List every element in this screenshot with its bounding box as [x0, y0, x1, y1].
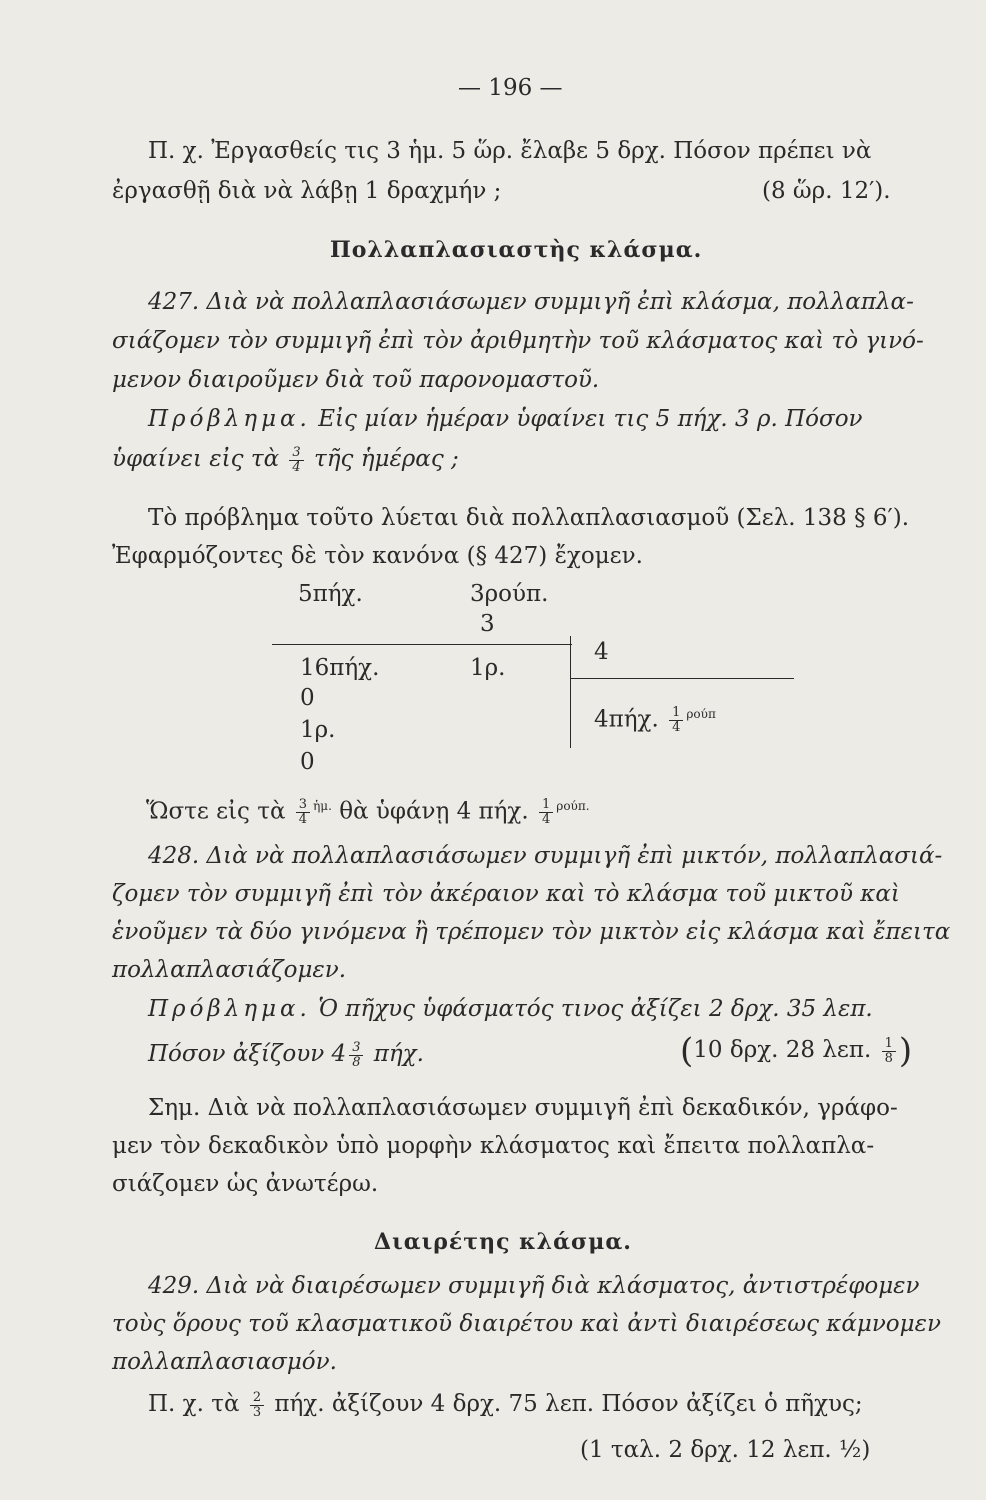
problem-text: τῆς ἡμέρας ;	[314, 446, 459, 472]
unit: ἡμ.	[313, 799, 332, 813]
calc-multiplicand-right: 3ρούπ.	[470, 581, 549, 607]
calc-multiplier: 3	[480, 611, 495, 637]
unit: ρούπ	[686, 707, 716, 721]
note-line: σιάζομεν ὡς ἀνωτέρω.	[112, 1171, 379, 1197]
problem-text: πήχ.	[373, 1041, 424, 1067]
paragraph-line: τοὺς ὅρους τοῦ κλασματικοῦ διαιρέτου καὶ ἀντὶ διαιρέσεως κάμνομεν	[112, 1311, 941, 1337]
paragraph-line: πολλαπλασιασμόν.	[112, 1349, 337, 1375]
problem-line	[112, 445, 459, 475]
paragraph-line: ἑνοῦμεν τὰ δύο γινόμενα ἢ τρέπομεν τὸν μικτὸν εἰς κλάσμα καὶ ἔπειτα	[112, 919, 951, 945]
calc-product-right: 1ρ.	[470, 655, 506, 681]
paragraph-line: πολλαπλασιάζομεν.	[112, 957, 347, 983]
example-line: Π. χ. Ἐργασθείς τις 3 ἡμ. 5 ὥρ. ἔλαβε 5 δρχ. Πόσον πρέπει νὰ	[148, 138, 872, 164]
calc-remainder: 1ρ.	[300, 717, 336, 743]
calc-remainder: 0	[300, 749, 315, 775]
example-answer: (8 ὥρ. 12′).	[762, 178, 891, 204]
problem-text: ὑφαίνει εἰς τὰ	[112, 446, 280, 472]
calc-division-bar	[570, 636, 571, 748]
fraction: $\frac{1}{8}$	[882, 1037, 896, 1066]
calc-divisor-rule	[570, 678, 794, 679]
calc-quotient	[594, 700, 716, 735]
problem-text: Ὁ πῆχυς ὑφάσματός τινος ἀξίζει 2 δρχ. 35 λεπ.	[318, 996, 873, 1022]
calc-product-left: 16πήχ.	[300, 655, 380, 681]
result-line	[146, 792, 590, 827]
problem-line	[148, 405, 863, 433]
result-text: θὰ ὑφάνῃ 4 πήχ.	[339, 798, 529, 825]
problem-line	[148, 1040, 424, 1070]
solution-line: Ἐφαρμόζοντες δὲ τὸν κανόνα (§ 427) ἔχομεν.	[112, 543, 643, 569]
answer-text: 10 δρχ. 28 λεπ.	[693, 1037, 872, 1063]
fraction: $\frac{3}{8}$	[349, 1041, 363, 1070]
fraction: $\frac{3}{4}$	[296, 798, 310, 827]
calc-multiplicand-left: 5πήχ.	[298, 581, 363, 607]
paragraph-line: σιάζομεν τὸν συμμιγῆ ἐπὶ τὸν ἀριθμητὴν τοῦ κλάσματος καὶ τὸ γινό-	[112, 328, 924, 354]
fraction: $\frac{3}{4}$	[289, 446, 303, 475]
unit: ρούπ.	[556, 799, 590, 813]
problem-answer: (10 δρχ. 28 λεπ. $\frac{1}{8}$ )	[680, 1031, 913, 1071]
example-answer: (1 ταλ. 2 δρχ. 12 λεπ. ½)	[580, 1437, 871, 1463]
note-line: μεν τὸν δεκαδικὸν ὑπὸ μορφὴν κλάσματος καὶ ἔπειτα πολλαπλα-	[112, 1133, 875, 1159]
paragraph-line: ζομεν τὸν συμμιγῆ ἐπὶ τὸν ἀκέραιον καὶ τὸ κλάσμα τοῦ μικτοῦ καὶ	[112, 881, 900, 907]
section-heading: Διαιρέτης κλάσμα.	[374, 1229, 632, 1255]
example-line	[148, 1390, 863, 1420]
section-heading: Πολλαπλασιαστὴς κλάσμα.	[330, 237, 703, 263]
fraction: $\frac{1}{4}$	[669, 706, 683, 735]
problem-text: Εἰς μίαν ἡμέραν ὑφαίνει τις 5 πήχ. 3 ρ. Πόσον	[318, 406, 863, 432]
calc-product-rule	[272, 644, 572, 645]
problem-label: Πρόβλημα.	[148, 996, 311, 1022]
calc-divisor: 4	[594, 639, 609, 665]
calc-quotient-value: 4πήχ.	[594, 706, 659, 733]
example-text: πήχ. ἀξίζουν 4 δρχ. 75 λεπ. Πόσον ἀξίζει ὁ πῆχυς;	[274, 1391, 863, 1417]
paragraph-line: 429. Διὰ νὰ διαιρέσωμεν συμμιγῆ διὰ κλάσματος, ἀντιστρέφομεν	[148, 1273, 920, 1299]
paragraph-line: 427. Διὰ νὰ πολλαπλασιάσωμεν συμμιγῆ ἐπὶ κλάσμα, πολλαπλα-	[148, 289, 914, 315]
problem-text: Πόσον ἀξίζουν 4	[148, 1041, 347, 1067]
paragraph-line: 428. Διὰ νὰ πολλαπλασιάσωμεν συμμιγῆ ἐπὶ μικτόν, πολλαπλασιά-	[148, 843, 943, 869]
example-text: Π. χ. τὰ	[148, 1391, 240, 1417]
calc-remainder: 0	[300, 685, 315, 711]
solution-line: Τὸ πρόβλημα τοῦτο λύεται διὰ πολλαπλασιασμοῦ (Σελ. 138 § 6′).	[148, 505, 910, 531]
page-number: — 196 —	[458, 75, 563, 101]
note-line: Σημ. Διὰ νὰ πολλαπλασιάσωμεν συμμιγῆ ἐπὶ δεκαδικόν, γράφο-	[148, 1095, 898, 1121]
paragraph-line: μενον διαιροῦμεν διὰ τοῦ παρονομαστοῦ.	[112, 367, 600, 393]
problem-label: Πρόβλημα.	[148, 406, 311, 432]
problem-line	[148, 995, 873, 1023]
fraction: $\frac{2}{3}$	[250, 1391, 264, 1420]
example-line: ἐργασθῇ διὰ νὰ λάβῃ 1 δραχμήν ;	[112, 178, 502, 204]
result-text: Ὥστε εἰς τὰ	[146, 798, 286, 825]
fraction: $\frac{1}{4}$	[539, 798, 553, 827]
